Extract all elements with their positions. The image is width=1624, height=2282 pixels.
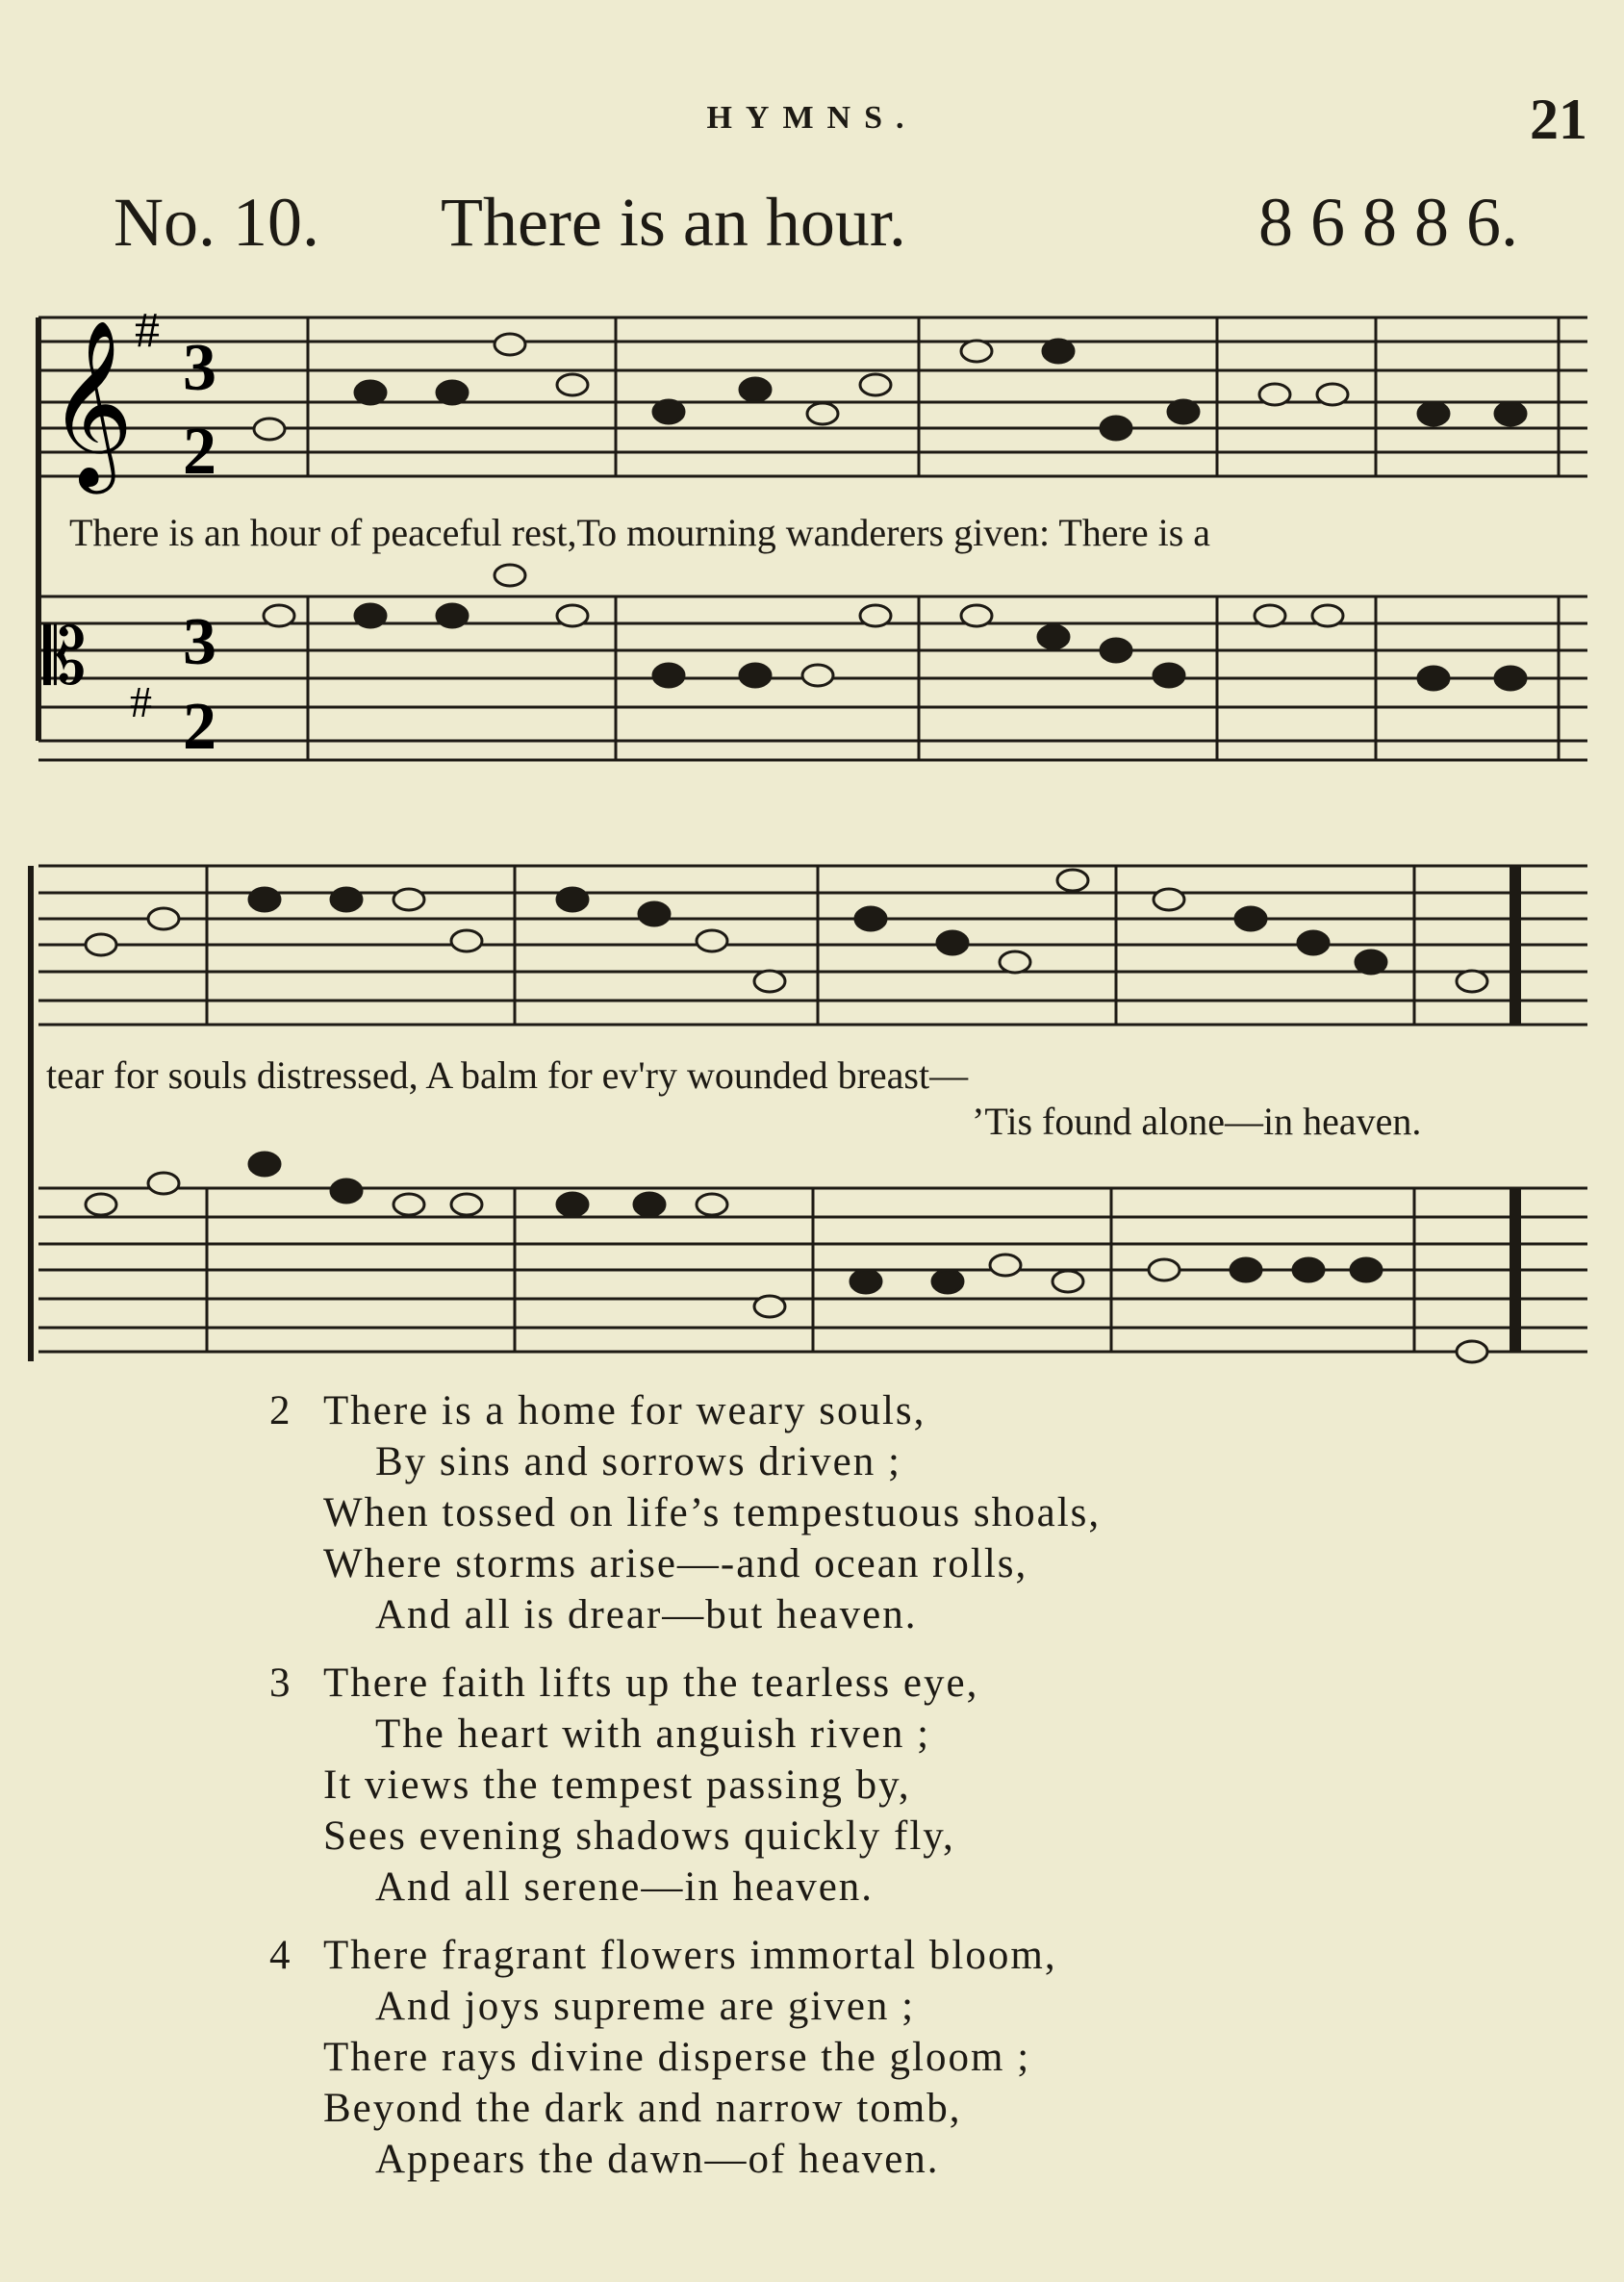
verse-line: And all is drear—but heaven. (375, 1592, 918, 1637)
verse-line: When tossed on life’s tempestuous shoals, (323, 1490, 1102, 1535)
verse-line: Where storms arise—-and ocean rolls, (323, 1541, 1028, 1586)
verse-line: The heart with anguish riven ; (375, 1712, 931, 1757)
verse-line: It views the tempest passing by, (323, 1762, 911, 1808)
stanza-3 (269, 1658, 1424, 1913)
treble-clef-icon: 𝄞 (48, 324, 134, 484)
stanza-4 (269, 1930, 1424, 2185)
stanza-number: 3 (269, 1661, 292, 1706)
key-signature-sharp-2: # (130, 677, 152, 726)
hymn-meter: 8 6 8 8 6. (1258, 184, 1518, 261)
stanza-2 (269, 1385, 1424, 1640)
verse-line: And joys supreme are given ; (375, 1984, 916, 2029)
time-sig-top: 3 (183, 331, 216, 405)
verse-line: Sees evening shadows quickly fly, (323, 1813, 955, 1859)
verse-line: Appears the dawn—of heaven. (375, 2137, 940, 2182)
key-signature-sharp: # (135, 303, 160, 358)
alto-clef-icon: 𝄡 (43, 616, 87, 700)
verse-line: There rays divine disperse the gloom ; (323, 2035, 1031, 2080)
verse-line: By sins and sorrows driven ; (375, 1439, 901, 1484)
verse-line: There faith lifts up the tearless eye, (323, 1661, 979, 1706)
running-head: HYMNS. (706, 100, 918, 136)
verse-line: And all serene—in heaven. (375, 1864, 875, 1910)
lyric-system-1: There is an hour of peaceful rest,To mourning wanderers given: There is a (69, 511, 1211, 554)
stanza-number: 2 (269, 1388, 292, 1433)
stanza-number: 4 (269, 1933, 292, 1978)
time-sig-bottom: 2 (183, 415, 216, 489)
lyric-system-2b: ’Tis found alone—in heaven. (972, 1100, 1422, 1143)
hymn-number: No. 10. (114, 184, 319, 261)
verse-line: There is a home for weary souls, (323, 1388, 926, 1433)
hymn-title: There is an hour. (441, 184, 906, 261)
page-number: 21 (1530, 88, 1587, 151)
time-sig-bottom-2: 2 (183, 690, 216, 764)
time-sig-top-2: 3 (183, 605, 216, 679)
verse-line: Beyond the dark and narrow tomb, (323, 2086, 962, 2131)
verses (269, 1385, 1424, 2202)
verse-line: There fragrant flowers immortal bloom, (323, 1933, 1057, 1978)
lyric-system-2a: tear for souls distressed, A balm for ev'ry wounded breast— (46, 1053, 969, 1097)
